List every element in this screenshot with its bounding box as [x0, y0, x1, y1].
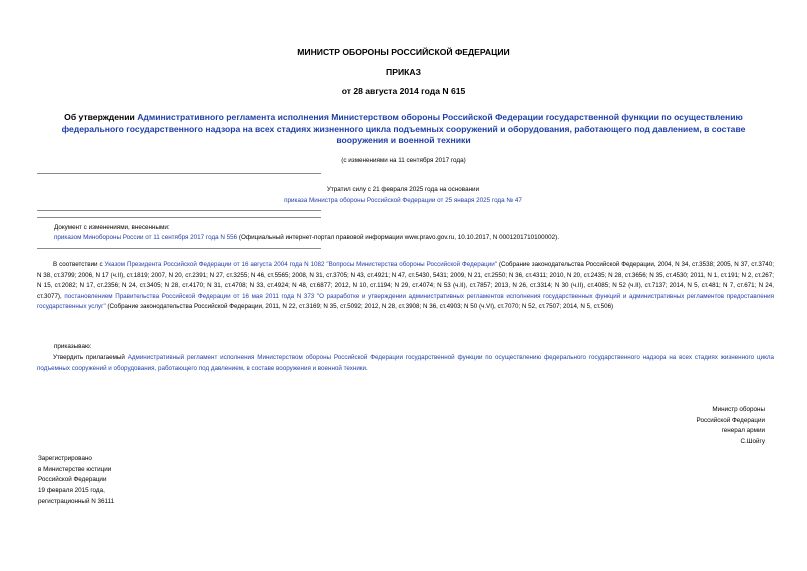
amendments-source: (Официальный интернет-портал правовой информации www.pravo.gov.ru, 10.10.2017, N 0001201710100002). — [237, 234, 559, 241]
regulation-link[interactable]: Административный регламент исполнения Министерством обороны Российской Федерации государственной функции по осуществлению федерального государственного надзора на всех стадиях жизненного цикла подъемных сооружений и оборудования, работающего под давлением, в составе вооружения и военной техники — [37, 354, 774, 372]
preamble-paragraph — [37, 260, 774, 313]
order-text: Утвердить прилагаемый — [53, 354, 128, 361]
title-prefix: Об утверждении — [64, 112, 138, 122]
government-resolution-link[interactable]: постановлением Правительства Российской Федерации от 16 мая 2011 года N 373 "О разработке и утверждении административных регламентов исполнения государственных функций и административных регламентов предоставления государственных услуг" — [37, 292, 775, 310]
title-link[interactable]: Административного регламента исполнения Министерством обороны Российской Федерации государственной функции по осуществлению федерального государственного надзора на всех стадиях жизненного цикла подъемных сооружений и оборудования, работающего под давлением, в составе вооружения и военной техники — [61, 112, 746, 146]
registration-block — [38, 454, 114, 508]
lost-force-text: Утратил силу с 21 февраля 2025 года на основании — [326, 186, 480, 193]
amendments-line — [54, 234, 559, 241]
preamble-text: В соответствии с — [53, 261, 105, 268]
lost-force-link-row — [38, 197, 768, 204]
registration-number: регистрационный N 36111 — [38, 497, 115, 505]
order-text: . — [366, 364, 368, 372]
divider — [37, 248, 321, 249]
registration-line: Российской Федерации — [38, 476, 107, 484]
signature-name: С.Шойгу — [740, 438, 765, 446]
preamble-text: (Собрание законодательства Российской Федерации, 2004, N 34, ст.3538; 2005, N 37, ст.3740; N 38, ст.3799; 2006, N 17 (ч.II), ст.1819; 2007, N 20, ст.2391; N 27, ст.3255; N 46, ст.5565; 2008, N 31, ст.3705; N 43, ст.4921; N 47, ст.5430, 5431; 2009, N 21, ст.2550; N 36, ст.4311; 2010, N 20, ст.2435; N 28, ст.3656; N 35, ст.4530; 2011, N 1, ст.191; N 2, ст.267; N 15, ст.2082; N 17, ст.2356; N 24, ст.3405; N 28, ст.4170; N 31, ст.4708; N 33, ст.4924; N 48, ст.6877; 2012, N 10, ст.1194; N 29, ст.4074; N 53 (ч.II), ст.7857; 2013, N 26, ст.3314; N 30 (ч.II), ст.4085; N 52 (ч.II), ст.7137; 2014, N 5, ст.481; N 7, ст.671; N 24, ст.3077), — [37, 261, 774, 300]
amendments-label: Документ с изменениями, внесенными: — [54, 224, 170, 231]
doc-type-heading: ПРИКАЗ — [386, 67, 421, 77]
preamble-text: (Собрание законодательства Российской Федерации, 2011, N 22, ст.3169; N 35, ст.5092; 2012, N 28, ст.3908; N 36, ст.4903; N 50 (ч.VI), ст.7070; N 52, ст.7507; 2014, N 5, ст.506) — [105, 303, 614, 310]
amendment-order-link[interactable]: приказом Минобороны России от 11 сентября 2017 года N 556 — [54, 234, 238, 241]
divider — [37, 217, 321, 218]
registration-line: в Министерстве юстиции — [38, 465, 112, 473]
divider — [37, 173, 321, 174]
lost-force-link[interactable]: приказа Министра обороны Российской Федерации от 25 января 2025 года № 47 — [284, 197, 522, 204]
signature-line: Российской Федерации — [696, 416, 765, 424]
order-paragraph — [37, 353, 774, 374]
document-title — [42, 112, 765, 147]
registration-line: Зарегистрировано — [38, 455, 92, 462]
order-label: приказываю: — [54, 343, 92, 350]
registration-date: 19 февраля 2015 года, — [38, 487, 105, 495]
divider — [37, 210, 321, 211]
signature-line: генерал армии — [721, 427, 765, 435]
date-number-heading: от 28 августа 2014 года N 615 — [341, 86, 466, 96]
edition-note: (с изменениями на 11 сентября 2017 года) — [341, 157, 466, 164]
presidential-decree-link[interactable]: Указом Президента Российской Федерации от 16 августа 2004 года N 1082 "Вопросы Министерства обороны Российской Федерации" — [104, 261, 497, 268]
signature-line: Министр обороны — [712, 406, 765, 413]
signature-block — [565, 405, 765, 448]
ministry-heading: МИНИСТР ОБОРОНЫ РОССИЙСКОЙ ФЕДЕРАЦИИ — [297, 47, 510, 57]
